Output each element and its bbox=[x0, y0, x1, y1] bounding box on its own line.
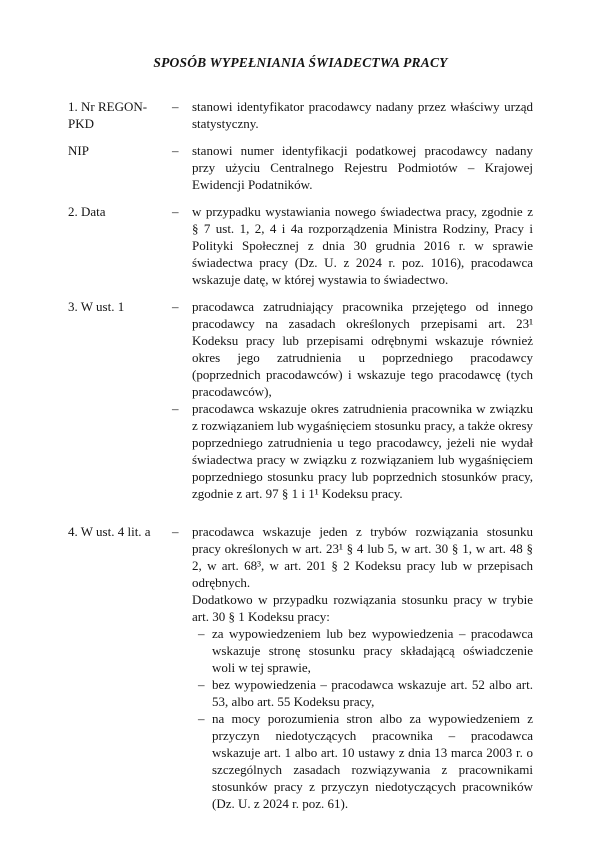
sub-list bbox=[192, 625, 533, 812]
entry-text: pracodawca wskazuje okres zatrudnienia pracownika w związku z rozwiązaniem lub wygaśnięciem stosunku pracy, a także okresy poprzedniego zatrudnienia u tego pracodawcy, jeżeli nie wydał świadectwa pracy w związku z rozwiązaniem lub wygaśnięciem poprzedniego stosunku pracy lub poprzednich stosunków pracy, zgodnie z art. 97 § 1 i 1¹ Kodeksu pracy. bbox=[192, 401, 534, 501]
entry-row-ust-1 bbox=[68, 298, 533, 502]
entry-content bbox=[172, 98, 533, 132]
entry-text: w przypadku wystawiania nowego świadectwa pracy, zgodnie z § 7 ust. 1, 2, 4 i 4a rozporządzenia Ministra Rodziny, Pracy i Polityki Społecznej z dnia 30 grudnia 2016 r. w sprawie świadectwa pracy (Dz. U. z 2024 r. poz. 1016), pracodawca wskazuje datę, w której wystawia to świadectwo. bbox=[192, 204, 533, 287]
dash-marker: – bbox=[172, 524, 179, 539]
entry-item bbox=[172, 98, 533, 132]
entry-content bbox=[172, 298, 533, 502]
entry-content bbox=[172, 203, 533, 288]
entry-row-ust-4-lit-a bbox=[68, 523, 533, 812]
dash-marker: – bbox=[172, 401, 179, 416]
sub-bullet bbox=[192, 625, 533, 676]
entry-text: stanowi identyfikator pracodawcy nadany przez właściwy urząd statystyczny. bbox=[192, 99, 533, 131]
dash-marker: – bbox=[172, 143, 179, 158]
dash-marker: – bbox=[172, 99, 179, 114]
entry-label: 3. W ust. 1 bbox=[68, 299, 125, 314]
sub-bullet-text: bez wypowiedzenia – pracodawca wskazuje art. 52 albo art. 53, albo art. 55 Kodeksu pracy, bbox=[212, 677, 533, 709]
dash-marker: – bbox=[172, 299, 179, 314]
entry-text: Dodatkowo w przypadku rozwiązania stosunku pracy w trybie art. 30 § 1 Kodeksu pracy: bbox=[192, 592, 533, 624]
sub-bullet bbox=[192, 710, 533, 812]
dash-marker: – bbox=[172, 204, 179, 219]
entry-row-nip bbox=[68, 142, 533, 193]
document-title: SPOSÓB WYPEŁNIANIA ŚWIADECTWA PRACY bbox=[153, 55, 448, 70]
sub-bullet bbox=[192, 676, 533, 710]
sub-bullet-list bbox=[192, 625, 533, 812]
entry-item bbox=[172, 591, 533, 625]
entry-row-data bbox=[68, 203, 533, 288]
entry-item bbox=[172, 523, 533, 591]
sub-bullet-text: za wypowiedzeniem lub bez wypowiedzenia – pracodawca wskazuje stronę stosunku pracy składającą oświadczenie woli w tej sprawie, bbox=[212, 626, 533, 675]
entry-label: 2. Data bbox=[68, 204, 106, 219]
entry-item bbox=[172, 625, 533, 812]
entry-row-regon-pkd bbox=[68, 98, 533, 132]
sub-bullet-text: na mocy porozumienia stron albo za wypowiedzeniem z przyczyn niedotyczących pracownika – pracodawca wskazuje art. 1 albo art. 10 ustawy z dnia 13 marca 2003 r. o szczególnych zasadach rozwiązywania z pracownikami stosunków pracy z przyczyn niedotyczących pracowników (Dz. U. z 2024 r. poz. 61). bbox=[212, 711, 533, 811]
dash-marker: – bbox=[198, 677, 205, 692]
dash-marker: – bbox=[198, 626, 205, 641]
entry-label: 4. W ust. 4 lit. a bbox=[68, 524, 151, 539]
entry-text: pracodawca wskazuje jeden z trybów rozwiązania stosunku pracy określonych w art. 23¹ § 4 lub 5, w art. 30 § 1, w art. 48 § 2, w art. 68³, w art. 201 § 2 Kodeksu pracy lub w przepisach odrębnych. bbox=[192, 524, 533, 590]
entry-content bbox=[172, 142, 533, 193]
entry-item bbox=[172, 298, 533, 400]
entry-item bbox=[172, 203, 533, 288]
entry-content bbox=[172, 523, 533, 812]
dash-marker: – bbox=[198, 711, 205, 726]
entries-list bbox=[68, 98, 533, 812]
entry-text: stanowi numer identyfikacji podatkowej pracodawcy nadany przy użyciu Centralnego Rejestru Podmiotów – Krajowej Ewidencji Podatników. bbox=[192, 143, 533, 192]
entry-item bbox=[172, 142, 533, 193]
entry-item bbox=[172, 400, 533, 502]
entry-label: 1. Nr REGON-PKD bbox=[68, 99, 148, 131]
entry-label: NIP bbox=[68, 143, 89, 158]
entry-text: pracodawca zatrudniający pracownika przejętego od innego pracodawcy na zasadach określonych przepisami art. 23¹ Kodeksu pracy lub przepisami odrębnymi wskazuje również okres jego zatrudnienia u poprzedniego pracodawcy (poprzednich pracodawców) i wskazuje tego pracodawcę (tych pracodawców), bbox=[192, 299, 533, 399]
